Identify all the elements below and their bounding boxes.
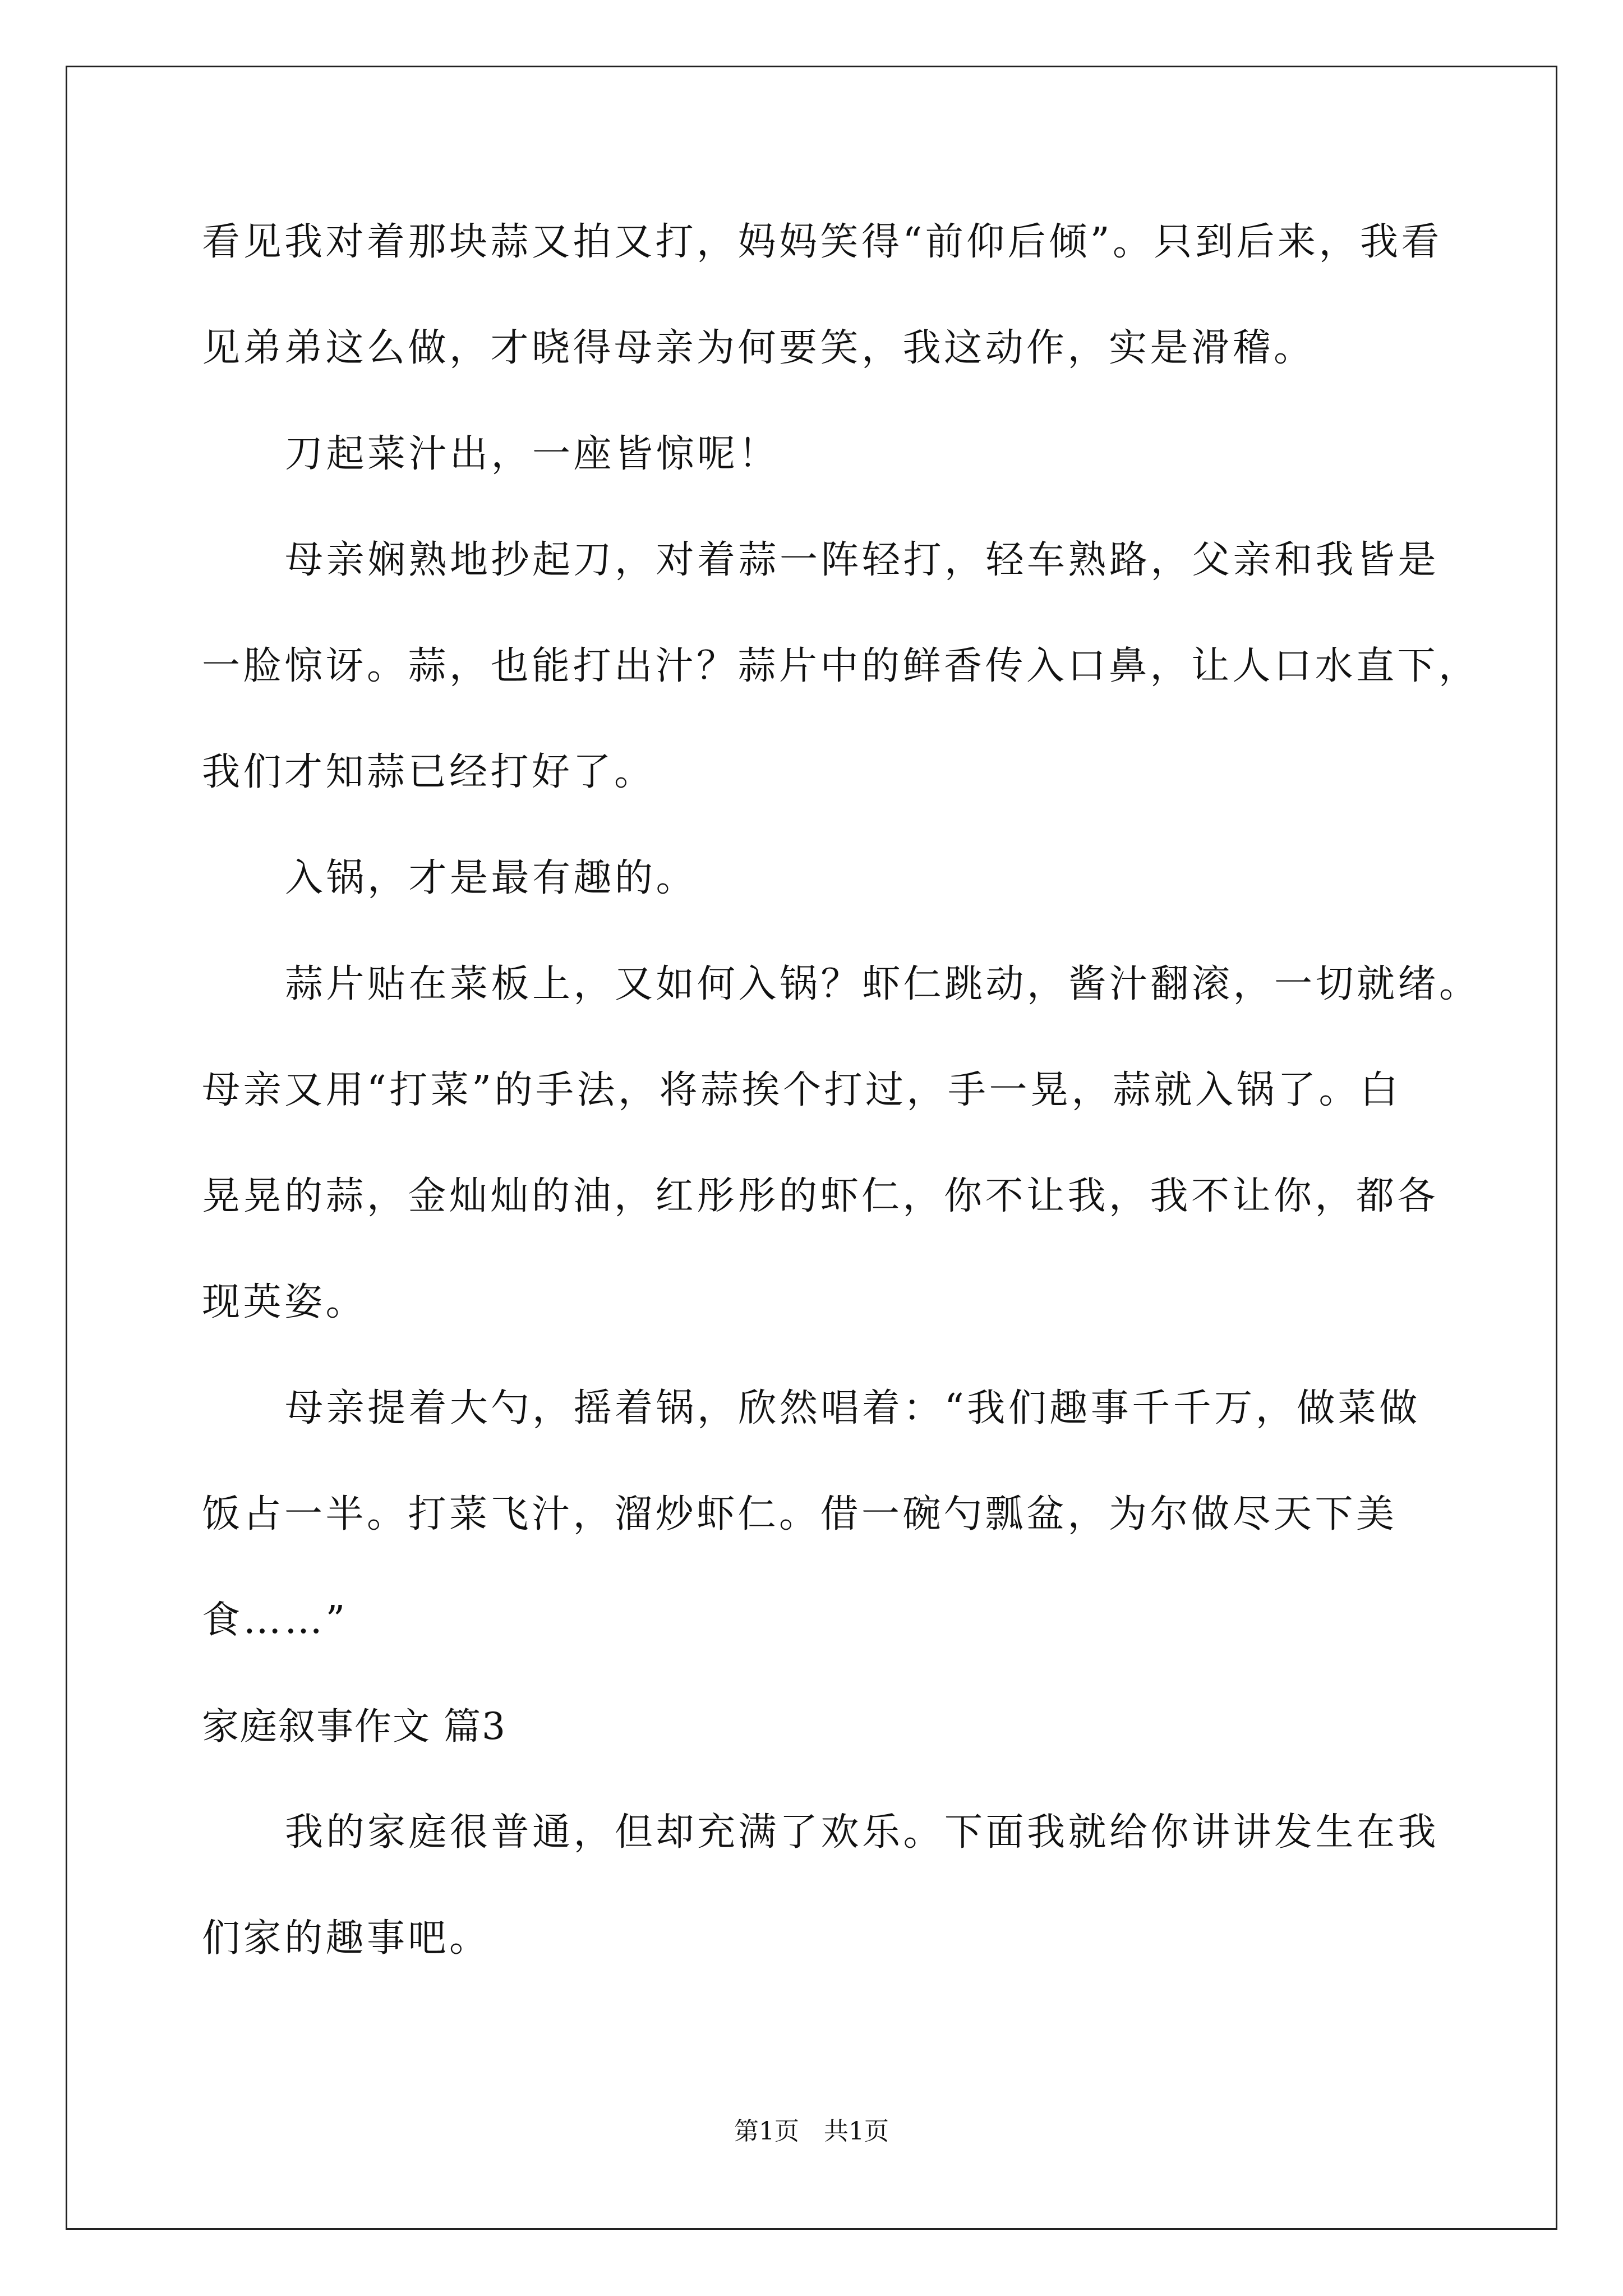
paragraph-line: 刀起菜汁出，一座皆惊呢！ [285,432,780,476]
paragraph-line: 晃晃的蒜，金灿灿的油，红彤彤的虾仁，你不让我，我不让你，都各 [202,1174,1439,1218]
paragraph-line: 现英姿。 [202,1280,367,1324]
section-heading: 家庭叙事作文 篇3 [202,1705,506,1748]
paragraph-line: 们家的趣事吧。 [202,1916,491,1961]
paragraph-line: 饭占一半。打菜飞汁，溜炒虾仁。借一碗勺瓢盆，为尔做尽天下美 [202,1492,1398,1536]
paragraph-line: 母亲又用“打菜”的手法，将蒜挨个打过，手一晃，蒜就入锅了。白 [202,1068,1401,1112]
paragraph-line: 一脸惊讶。蒜，也能打出汁？蒜片中的鲜香传入口鼻，让人口水直下， [202,644,1480,688]
paragraph-line: 我们才知蒜已经打好了。 [202,750,656,794]
paragraph-line: 蒜片贴在菜板上，又如何入锅？虾仁跳动，酱汁翻滚，一切就绪。 [285,962,1481,1006]
document-body [202,214,1481,2017]
paragraph-line: 母亲提着大勺，摇着锅，欣然唱着：“我们趣事千千万，做菜做 [285,1386,1421,1430]
page-footer: 第1页 共1页 [734,2117,889,2146]
paragraph-line: 入锅，才是最有趣的。 [285,856,698,900]
paragraph-line: 我的家庭很普通，但却充满了欢乐。下面我就给你讲讲发生在我 [285,1810,1440,1855]
paragraph-line: 食……” [202,1598,348,1642]
paragraph-line: 见弟弟这么做，才晓得母亲为何要笑，我这动作，实是滑稽。 [202,326,1315,370]
paragraph-line: 母亲娴熟地抄起刀，对着蒜一阵轻打，轻车熟路，父亲和我皆是 [285,538,1440,582]
paragraph-line: 看见我对着那块蒜又拍又打，妈妈笑得“前仰后倾”。只到后来，我看 [202,220,1443,264]
